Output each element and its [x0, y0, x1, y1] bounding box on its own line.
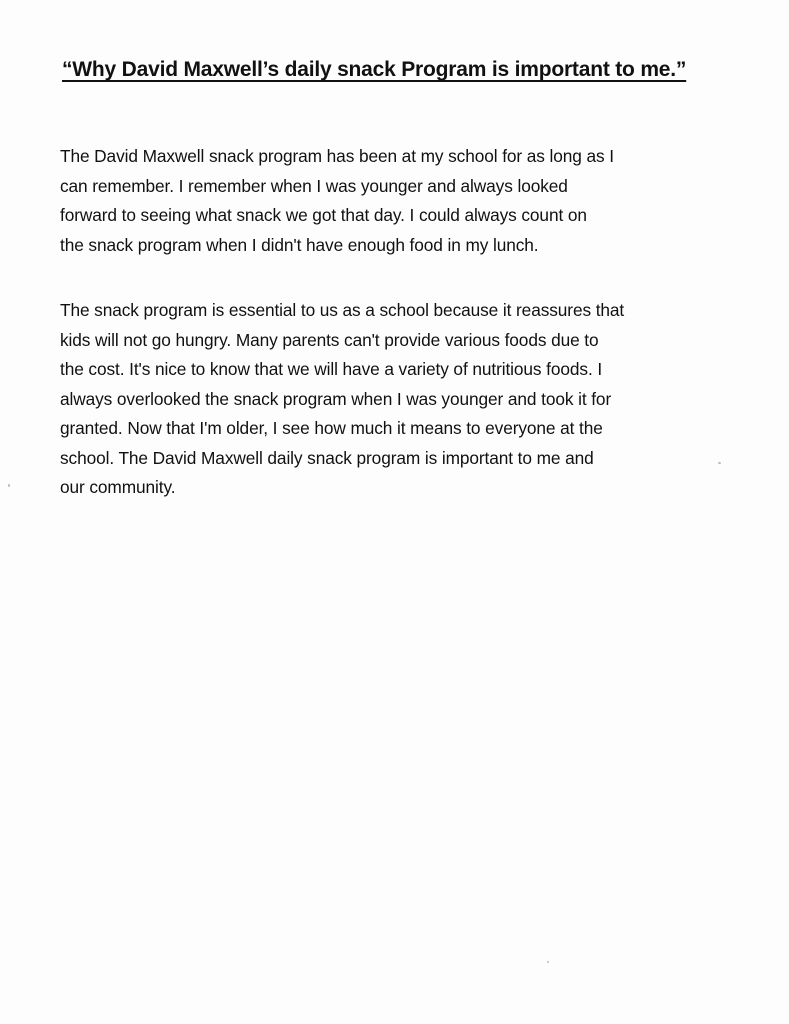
paragraph-line: kids will not go hungry. Many parents can't provide various foods due to: [60, 329, 599, 350]
paragraph-line: our community.: [60, 477, 176, 497]
scan-speck: [547, 961, 549, 963]
paragraph-line: school. The David Maxwell daily snack program is important to me and: [60, 447, 594, 468]
paragraph-2: [60, 296, 740, 503]
paragraph-line: always overlooked the snack program when I was younger and took it for: [60, 388, 612, 409]
paragraph-line: The snack program is essential to us as a school because it reassures that: [60, 300, 625, 320]
paragraph-line: forward to seeing what snack we got that day. I could always count on: [60, 205, 587, 225]
document-title: “Why David Maxwell’s daily snack Program is important to me.”: [62, 58, 687, 81]
paragraph-line: can remember. I remember when I was younger and always looked: [60, 175, 568, 196]
paragraph-line: the cost. It's nice to know that we will have a variety of nutritious foods. I: [60, 359, 603, 379]
scan-speck: [718, 462, 721, 464]
paragraph-1: [60, 142, 740, 260]
paragraph-line: The David Maxwell snack program has been at my school for as long as I: [60, 146, 614, 166]
paragraph-line: granted. Now that I'm older, I see how much it means to everyone at the: [60, 418, 603, 438]
scan-speck: [8, 484, 10, 487]
paragraph-line: the snack program when I didn't have enough food in my lunch.: [60, 234, 539, 255]
